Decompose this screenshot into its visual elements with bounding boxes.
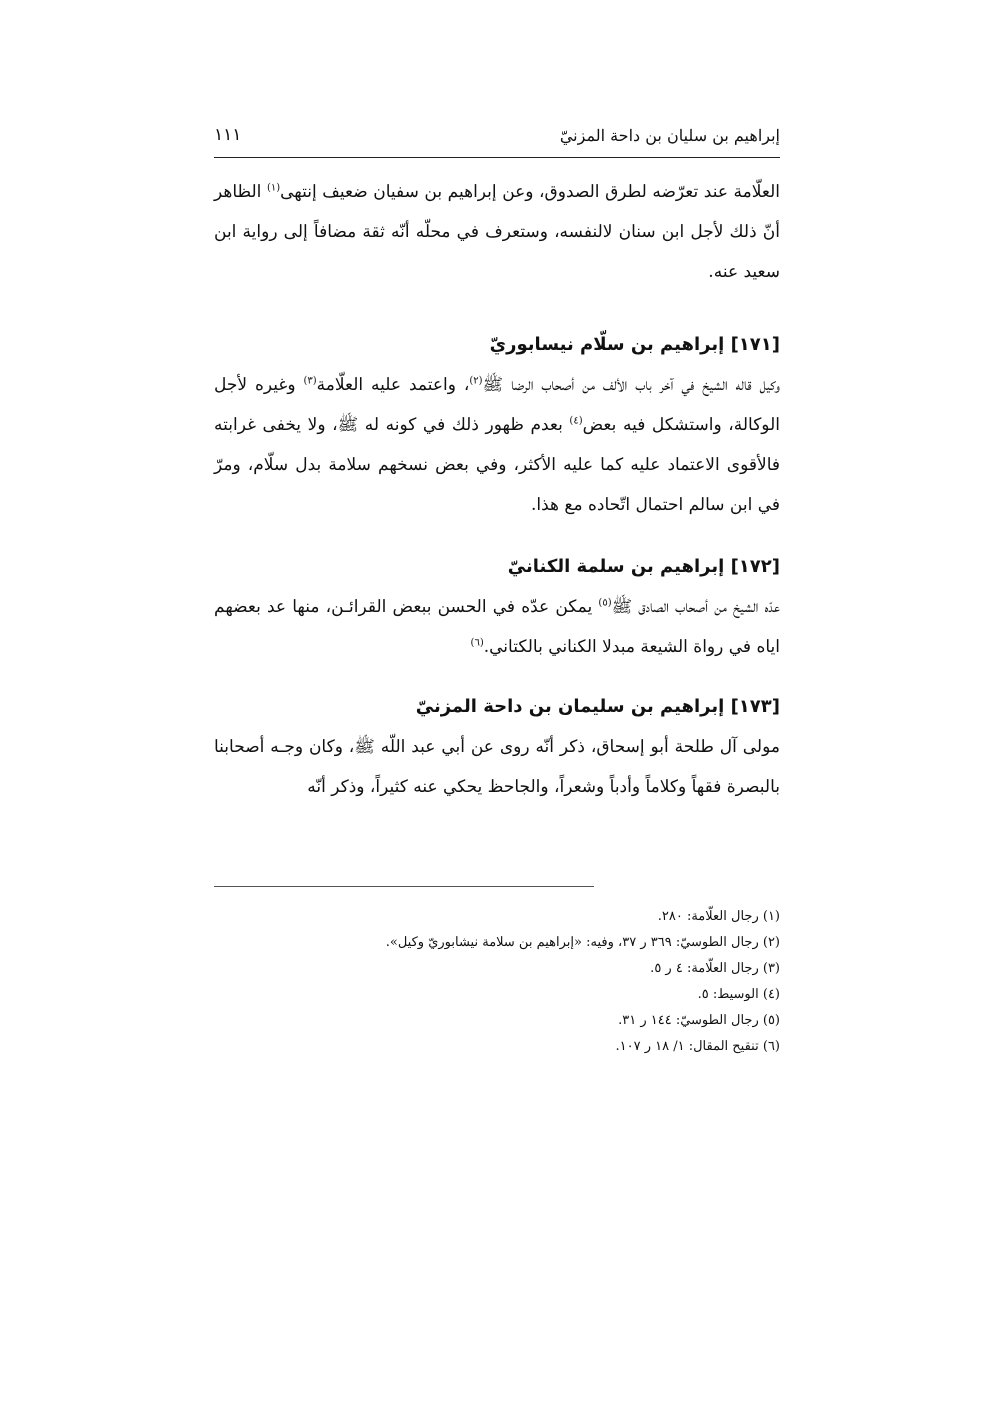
footnote-ref-2[interactable]: (٢) bbox=[469, 375, 483, 387]
footnote-5: (٥) رجال الطوسيّ: ١٤٤ ر ٣١. bbox=[618, 1013, 780, 1028]
entry-173-part1: مولى آل طلحة أبو إسحاق، ذكر أنّه روى عن أبي عبد اللّه ﷺ، وكان وجـه أصحابنا بالبصرة فقهاً وكلاماً وأدباً وشعراً، والجاحظ يحكي عنه كثيراً، وذكر أنّه bbox=[214, 737, 780, 797]
entry-text-171 bbox=[214, 365, 780, 525]
intro-text-end: الظاهر bbox=[214, 182, 267, 202]
footnote-ref-3[interactable]: (٣) bbox=[303, 375, 317, 387]
intro-paragraph bbox=[214, 172, 780, 292]
entry-171-part3: وغيره لأجل الوكالة، واستشكل فيه بعض bbox=[214, 375, 780, 435]
footnote-ref-4[interactable]: (٤) bbox=[569, 415, 583, 427]
intro-text-cont: أنّ ذلك لأجل ابن سنان لالنفسه، وستعرف في محلّه أنّه ثقة مضافاً إلى رواية ابن سعيد عنه. bbox=[214, 222, 780, 282]
entry-text-173 bbox=[214, 727, 780, 807]
footnote-3: (٣) رجال العلّامة: ٤ ر ٥. bbox=[650, 961, 780, 976]
header-divider bbox=[214, 157, 780, 158]
footnote-4: (٤) الوسيط: ٥. bbox=[697, 987, 780, 1002]
footnote-ref-1[interactable]: (١) bbox=[266, 182, 281, 194]
page-number: ١١١ bbox=[214, 125, 242, 145]
main-text bbox=[214, 172, 780, 807]
footnote-2: (٢) رجال الطوسيّ: ٣٦٩ ر ٣٧، وفيه: «إبراهيم بن سلامة نيشابوريّ وكيل». bbox=[385, 935, 780, 950]
running-title: إبراهيم بن سليان بن داحة المزنيّ bbox=[559, 125, 780, 145]
entry-text-172 bbox=[214, 587, 780, 667]
entry-171-part1: وكيل قاله الشيخ في آخر باب الألف من أصحاب الرضا ﷺ bbox=[482, 375, 780, 395]
entry-172-part2: يمكن عدّه في الحسن ببعض القرائـن، منها عد بعضهم اياه في رواة الشيعة مبدلا الكناني بالكتاني. bbox=[214, 597, 780, 657]
entry-title-171: [١٧١] إبراهيم بن سلّام نيسابوريّ bbox=[489, 334, 780, 355]
footnote-ref-5[interactable]: (٥) bbox=[598, 597, 612, 609]
running-head bbox=[214, 120, 780, 150]
entry-title-173: [١٧٣] إبراهيم بن سليمان بن داحة المزنيّ bbox=[415, 696, 780, 717]
footnote-divider bbox=[214, 886, 594, 887]
intro-text: العلّامة عند تعرّضه لطرق الصدوق، وعن إبراهيم بن سفيان ضعيف إنتهى bbox=[280, 182, 780, 202]
footnote-6: (٦) تنقيح المقال: ١/ ١٨ ر ١٠٧. bbox=[615, 1039, 780, 1054]
entry-title-172: [١٧٢] إبراهيم بن سلمة الكنانيّ bbox=[507, 556, 780, 577]
entry-172-part1: عدّه الشيخ من أصحاب الصادق ﷺ bbox=[611, 597, 780, 617]
footnote-1: (١) رجال العلّامة: ٢٨٠. bbox=[657, 909, 780, 924]
footnotes bbox=[214, 904, 780, 1060]
entry-171-part4: بعدم ظهور ذلك في كونه له ﷺ، ولا يخفى غرابته فالأقوى الاعتماد عليه كما عليه الأكثر، وفي بعض نسخهم سلامة بدل سلّام، ومرّ في ابن سالم احتمال اتّحاده مع هذا. bbox=[214, 415, 780, 515]
footnote-ref-6[interactable]: (٦) bbox=[470, 637, 484, 649]
entry-171-part2: ، واعتمد عليه العلّامة bbox=[316, 375, 470, 395]
